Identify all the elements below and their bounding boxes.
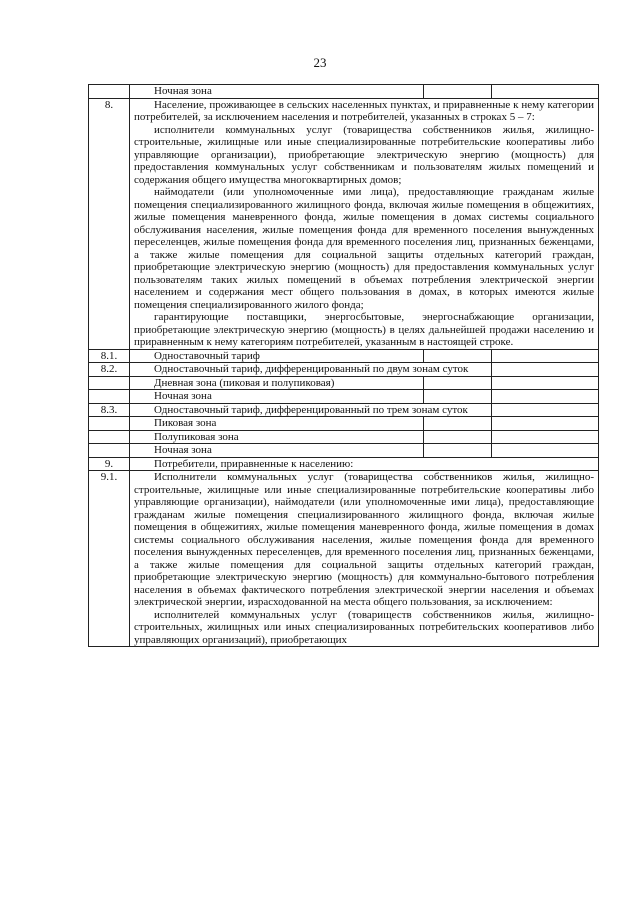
value-cell bbox=[424, 390, 492, 404]
value-cell bbox=[492, 403, 599, 417]
row-label: Одноставочный тариф, дифференцированный по двум зонам суток bbox=[130, 363, 492, 377]
value-cell bbox=[492, 85, 599, 99]
value-cell bbox=[492, 430, 599, 444]
value-cell bbox=[492, 417, 599, 431]
row-label: Ночная зона bbox=[130, 85, 424, 99]
row-number: 8. bbox=[89, 98, 130, 349]
table-row bbox=[89, 98, 599, 349]
value-cell bbox=[492, 363, 599, 377]
page-number: 23 bbox=[313, 55, 327, 70]
row-description bbox=[130, 471, 599, 647]
row-label: Пиковая зона bbox=[130, 417, 424, 431]
row-label: Одноставочный тариф bbox=[130, 349, 424, 363]
paragraph: исполнителей коммунальных услуг (товариществ собственников жилья, жилищно-строительных, жилищных или иных специализированных потребительских кооперативов либо управляющих организаций), приобретающих bbox=[134, 608, 595, 646]
value-cell bbox=[424, 376, 492, 390]
value-cell bbox=[492, 444, 599, 458]
paragraph: гарантирующие поставщики, энергосбытовые, энергоснабжающие организации, приобретающие электрическую энергию (мощность) в целях дальнейшей продажи населению и приравненным к нему категориям потребителей, указанным в настоящей строке. bbox=[134, 311, 595, 348]
row-label: Одноставочный тариф, дифференцированный по трем зонам суток bbox=[130, 403, 492, 417]
table-row bbox=[89, 363, 599, 377]
row-number bbox=[89, 85, 130, 99]
row-number: 8.3. bbox=[89, 403, 130, 417]
table-row bbox=[89, 85, 599, 99]
table-row bbox=[89, 444, 599, 458]
paragraph: Исполнители коммунальных услуг (товарищества собственников жилья, жилищно-строительные, жилищные или иные специализированные потребительские кооперативы либо управляющие организации), наймодатели (или уполномоченные ими лица), предоставляющие гражданам жилые помещения специализированного жилищного фонда, включая жилые помещения в общежитиях, жилые помещения маневренного фонда, жилые помещения в домах системы социального обслуживания населения, жилые помещения фонда для временного поселения вынужденных переселенцев, для временного поселения лиц, признанных беженцами, а также жилые помещения для социальной защиты отдельных категорий граждан, приобретающие электрическую энергию (мощность) для коммунально-бытового потребления населения в объемах фактического потребления электрической энергии населения и объемах электрической энергии, израсходованной на места общего пользования, за исключением: bbox=[134, 471, 595, 608]
table-row bbox=[89, 471, 599, 647]
value-cell bbox=[492, 390, 599, 404]
table-row bbox=[89, 390, 599, 404]
row-label: Дневная зона (пиковая и полупиковая) bbox=[130, 376, 424, 390]
value-cell bbox=[492, 376, 599, 390]
row-number: 9.1. bbox=[89, 471, 130, 647]
table-row bbox=[89, 417, 599, 431]
row-number: 8.2. bbox=[89, 363, 130, 377]
table-row bbox=[89, 349, 599, 363]
table-row bbox=[89, 457, 599, 471]
table-row bbox=[89, 376, 599, 390]
paragraph: наймодатели (или уполномоченные ими лица), предоставляющие гражданам жилые помещения специализированного жилищного фонда, включая жилые помещения в общежитиях, жилые помещения маневренного фонда, жилые помещения в домах системы социального обслуживания населения, жилые помещения фонда для временного поселения вынужденных переселенцев, жилые помещения фонда для временного поселения лиц, признанных беженцами, а также жилые помещения для социальной защиты отдельных категорий граждан, приобретающие электрическую энергию (мощность) для предоставления коммунальных услуг пользователям таких жилых помещений в объемах потребления электрической энергии населением и содержания мест общего пользования в домах, в которых имеются жилые помещения специализированного жилого фонда; bbox=[134, 186, 595, 311]
row-label: Ночная зона bbox=[130, 390, 424, 404]
value-cell bbox=[492, 349, 599, 363]
row-description bbox=[130, 98, 599, 349]
value-cell bbox=[424, 430, 492, 444]
tariff-table bbox=[88, 84, 599, 647]
row-label: Полупиковая зона bbox=[130, 430, 424, 444]
value-cell bbox=[424, 417, 492, 431]
row-number: 8.1. bbox=[89, 349, 130, 363]
row-label: Потребители, приравненные к населению: bbox=[130, 457, 599, 471]
value-cell bbox=[424, 349, 492, 363]
value-cell bbox=[424, 444, 492, 458]
row-number: 9. bbox=[89, 457, 130, 471]
paragraph: исполнители коммунальных услуг (товарищества собственников жилья, жилищно-строительные, жилищные или иные специализированные потребительские кооперативы либо управляющие организации), приобретающие электрическую энергию (мощность) для предоставления коммунальных услуг собственникам и пользователям жилых помещений и содержания общего имущества многоквартирных домов; bbox=[134, 123, 595, 186]
value-cell bbox=[424, 85, 492, 99]
row-label: Ночная зона bbox=[130, 444, 424, 458]
table-row bbox=[89, 403, 599, 417]
paragraph: Население, проживающее в сельских населенных пунктах, и приравненные к нему категории потребителей, за исключением населения и потребителей, указанных в строках 5 – 7: bbox=[134, 98, 595, 123]
table-row bbox=[89, 430, 599, 444]
